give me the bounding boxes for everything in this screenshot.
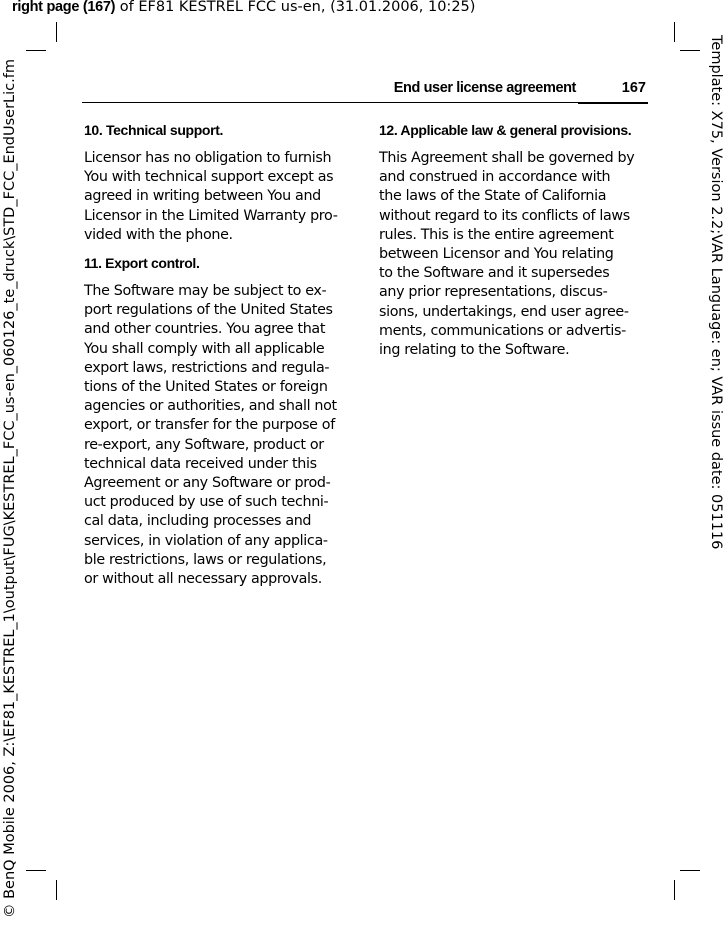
section-body: The Software may be subject to ex- port regulations of the United States and other countries. You agree that You shall comply with all applicable export laws, restrictions and regula- tions of the United States or foreign agencies or authorities, and shall not export, or transfer for the purpose of re-export, any Software, product or technical data received under this Agreement or any Software or prod- uct produced by use of such techni- cal data, including processes and services, in violation of any applica- ble restrictions, laws or regulations, or without all necessary approvals.	[84, 283, 337, 588]
section-body: Licensor has no obligation to furnish You with technical support except as agreed in writing between You and Licensor in the Limited Warranty pro- vided with the phone.	[84, 150, 338, 243]
header-rule	[82, 102, 648, 103]
crop-mark	[26, 870, 46, 871]
crop-mark	[680, 50, 700, 51]
print-info-line	[12, 0, 475, 15]
print-info-bold: right page (167)	[12, 0, 116, 15]
running-header-title: End user license agreement	[393, 80, 576, 96]
crop-mark	[26, 50, 46, 51]
page-number-rule	[578, 102, 648, 104]
section-heading: 11. Export control.	[84, 255, 200, 272]
side-left-path: © BenQ Mobile 2006, Z:\EF81_KESTREL_1\output\FUG\KESTREL_FCC_us-en_060126_te_druck\STD_FCC_EndUserLic.fm	[2, 59, 18, 918]
section-heading: 12. Applicable law & general provisions.	[379, 122, 632, 138]
left-column	[84, 121, 354, 598]
print-info-rest: of EF81 KESTREL FCC us-en, (31.01.2006, 10:25)	[115, 0, 476, 15]
section-heading: 10. Technical support.	[84, 122, 224, 138]
right-column	[379, 121, 649, 369]
crop-mark	[56, 880, 57, 900]
crop-mark	[56, 22, 57, 42]
section-body: This Agreement shall be governed by and construed in accordance with the laws of the State of California without regard to its conflicts of laws rules. This is the entire agreement between Licensor and You relating to the Software and it supersedes any prior representations, discus- sions, undertakings, end user agree- ments, communications or advertis- ing relating to the Software.	[379, 150, 635, 359]
side-right-template: Template: X75, Version 2.2;VAR Language: en; VAR issue date: 051116	[708, 35, 724, 550]
page-number: 167	[621, 80, 646, 96]
crop-mark	[674, 22, 675, 42]
crop-mark	[674, 880, 675, 900]
crop-mark	[680, 870, 700, 871]
